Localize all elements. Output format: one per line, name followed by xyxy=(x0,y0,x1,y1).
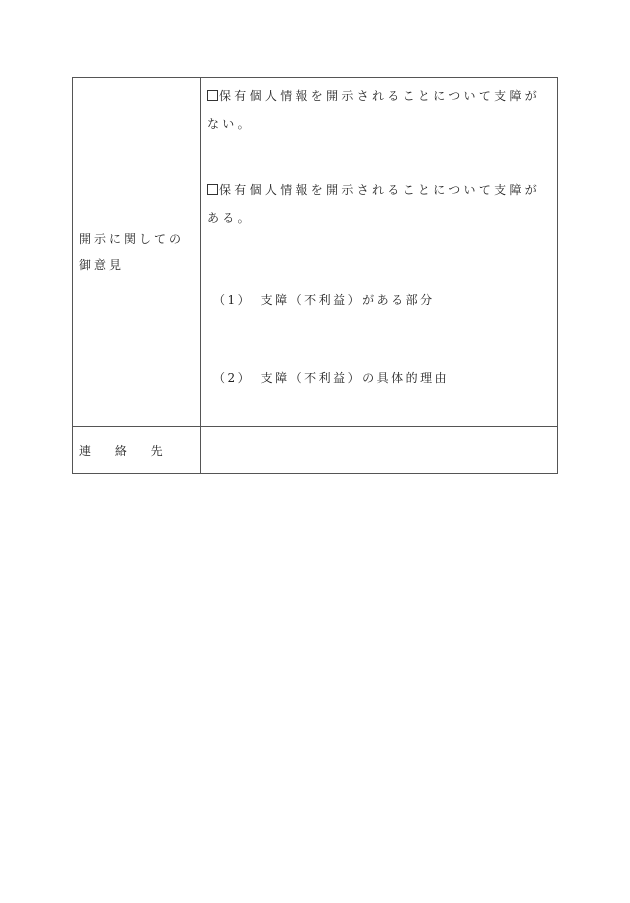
contact-label: 連 絡 先 xyxy=(73,427,201,474)
objection-text: 保有個人情報を開示されることについて支障がある。 xyxy=(207,183,541,225)
objection-item-1: （1） 支障（不利益）がある部分 xyxy=(213,293,435,307)
opinion-row xyxy=(73,78,558,427)
opinion-form-table xyxy=(72,77,558,474)
opinion-content xyxy=(201,78,558,427)
contact-row xyxy=(73,427,558,474)
contact-field[interactable] xyxy=(201,427,558,474)
no-objection-option[interactable] xyxy=(207,82,551,138)
no-objection-text: 保有個人情報を開示されることについて支障がない。 xyxy=(207,89,541,131)
no-objection-checkbox[interactable] xyxy=(207,90,218,101)
objection-option[interactable] xyxy=(207,176,551,232)
objection-checkbox[interactable] xyxy=(207,184,218,195)
objection-item-2: （2） 支障（不利益）の具体的理由 xyxy=(213,371,450,385)
opinion-label: 開示に関しての御意見 xyxy=(73,78,201,427)
